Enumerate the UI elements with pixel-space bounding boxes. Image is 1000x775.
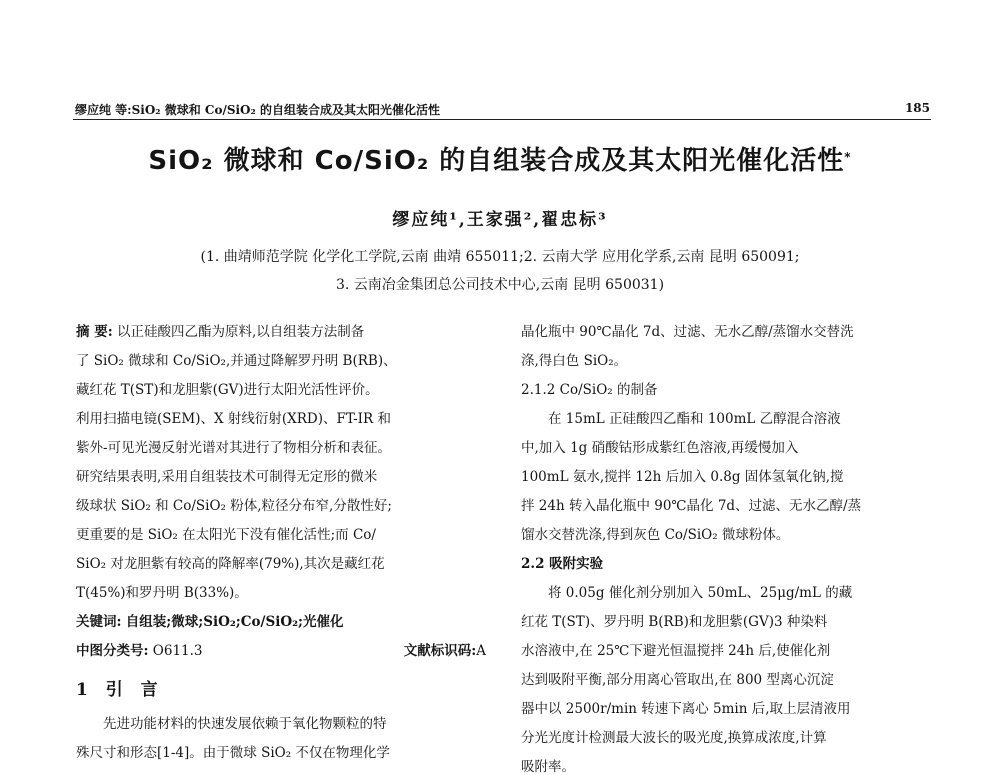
body-line: 水溶液中,在 25℃下避光恒温搅拌 24h 后,使催化剂 [521,643,831,659]
section-heading-introduction: 1 引 言 [76,680,164,700]
doc-code-label: 文献标识码: [403,643,477,659]
author-list: 缪应纯¹,王家强²,翟忠标³ [392,210,608,230]
subsection-heading-2-2: 2.2 吸附实验 [521,556,604,572]
body-line: 拌 24h 转入晶化瓶中 90℃晶化 7d、过滤、无水乙醇/蒸 [521,498,862,514]
body-line: 在 15mL 正硅酸四乙酯和 100mL 乙醇混合溶液 [548,411,841,427]
affiliation-line-2: 3. 云南冶金集团总公司技术中心,云南 昆明 650031) [335,277,665,293]
paper-title [0,140,1000,177]
body-line: 红花 T(ST)、罗丹明 B(RB)和龙胆紫(GV)3 种染料 [521,614,828,630]
abstract-text: 以正硅酸四乙酯为原料,以自组装方法制备 [116,324,365,340]
abstract-line [76,318,486,347]
subsection-heading-2-1-2: 2.1.2 Co/SiO₂ 的制备 [521,382,658,398]
doc-code-value: A [476,643,486,659]
abstract-line: 紫外-可见光漫反射光谱对其进行了物相分析和表征。 [76,440,392,456]
classification-line [76,637,486,666]
intro-line: 殊尺寸和形态[1-4]。由于微球 SiO₂ 不仅在物理化学 [76,745,390,761]
abstract-label: 摘 要: [76,324,113,340]
body-line: 达到吸附平衡,部分用离心管取出,在 800 型离心沉淀 [521,672,834,688]
paper-title-text: SiO₂ 微球和 Co/SiO₂ 的自组装合成及其太阳光催化活性 [148,146,845,176]
body-line: 分光光度计检测最大波长的吸光度,换算成浓度,计算 [521,730,827,746]
abstract-line: 研究结果表明,采用自组装技术可制得无定形的微米 [76,469,378,485]
abstract-line: 藏红花 T(ST)和龙胆紫(GV)进行太阳光活性评价。 [76,382,379,398]
body-line: 器中以 2500r/min 转速下离心 5min 后,取上层清液用 [521,701,851,717]
clc-label: 中图分类号: [76,643,149,659]
keywords-label: 关键词: [76,614,122,630]
affiliation-line-1: (1. 曲靖师范学院 化学化工学院,云南 曲靖 655011;2. 云南大学 应用化学系,云南 昆明 650091; [200,249,800,265]
abstract-line: 利用扫描电镜(SEM)、X 射线衍射(XRD)、FT-IR 和 [76,411,391,427]
right-column [521,318,931,775]
clc-value: O611.3 [152,643,203,659]
abstract-line: SiO₂ 对龙胆紫有较高的降解率(79%),其次是藏红花 [76,556,385,572]
running-head: 缪应纯 等:SiO₂ 微球和 Co/SiO₂ 的自组装合成及其太阳光催化活性 [75,103,440,117]
abstract-line: T(45%)和罗丹明 B(33%)。 [76,585,248,601]
header-rule [73,119,931,120]
abstract-line: 更重要的是 SiO₂ 在太阳光下没有催化活性;而 Co/ [76,527,376,543]
page-number: 185 [904,101,930,115]
title-footnote-mark: * [844,150,852,164]
keywords-line [76,608,486,637]
keywords-value: 自组装;微球;SiO₂;Co/SiO₂;光催化 [125,614,344,630]
body-line: 馏水交替洗涤,得到灰色 Co/SiO₂ 微球粉体。 [521,527,790,543]
body-line: 涤,得白色 SiO₂。 [521,353,628,369]
intro-line: 先进功能材料的快速发展依赖于氧化物颗粒的特 [103,716,387,732]
abstract-line: 级球状 SiO₂ 和 Co/SiO₂ 粉体,粒径分布窄,分散性好; [76,498,392,514]
body-line: 中,加入 1g 硝酸钴形成紫红色溶液,再缓慢加入 [521,440,799,456]
left-column [76,318,486,666]
introduction-text [76,710,390,761]
body-line: 吸附率。 [521,759,575,775]
body-line: 晶化瓶中 90℃晶化 7d、过滤、无水乙醇/蒸馏水交替洗 [521,324,854,340]
body-line: 100mL 氨水,搅拌 12h 后加入 0.8g 固体氢氧化钠,搅 [521,469,844,485]
body-line: 将 0.05g 催化剂分别加入 50mL、25μg/mL 的藏 [548,585,853,601]
abstract-line: 了 SiO₂ 微球和 Co/SiO₂,并通过降解罗丹明 B(RB)、 [76,353,397,369]
